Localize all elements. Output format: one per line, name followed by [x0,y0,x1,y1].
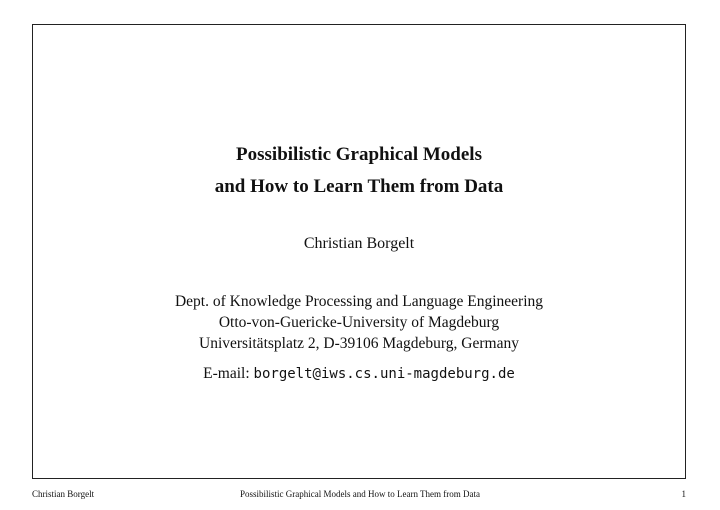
title-line-2: and How to Learn Them from Data [214,176,504,197]
email-line [33,364,685,384]
affiliation-line-3: Universitätsplatz 2, D-39106 Magdeburg, Germany [199,335,519,352]
affiliation-line-2: Otto-von-Guericke-University of Magdeburg [218,314,500,331]
footer-page-number: 1 [681,489,686,499]
affiliation-line-1: Dept. of Knowledge Processing and Language Engineering [174,293,544,310]
slide-footer [0,487,720,501]
slide-title [33,139,685,203]
footer-title: Possibilistic Graphical Models and How to Learn Them from Data [239,489,481,499]
author-name: Christian Borgelt [303,235,415,252]
email-label: E-mail: [203,365,250,382]
footer-author: Christian Borgelt [32,489,95,499]
email-address: borgelt@iws.cs.uni-magdeburg.de [253,366,515,382]
title-line-1: Possibilistic Graphical Models [236,144,482,165]
slide-frame [32,24,686,479]
affiliation-block [33,291,685,354]
